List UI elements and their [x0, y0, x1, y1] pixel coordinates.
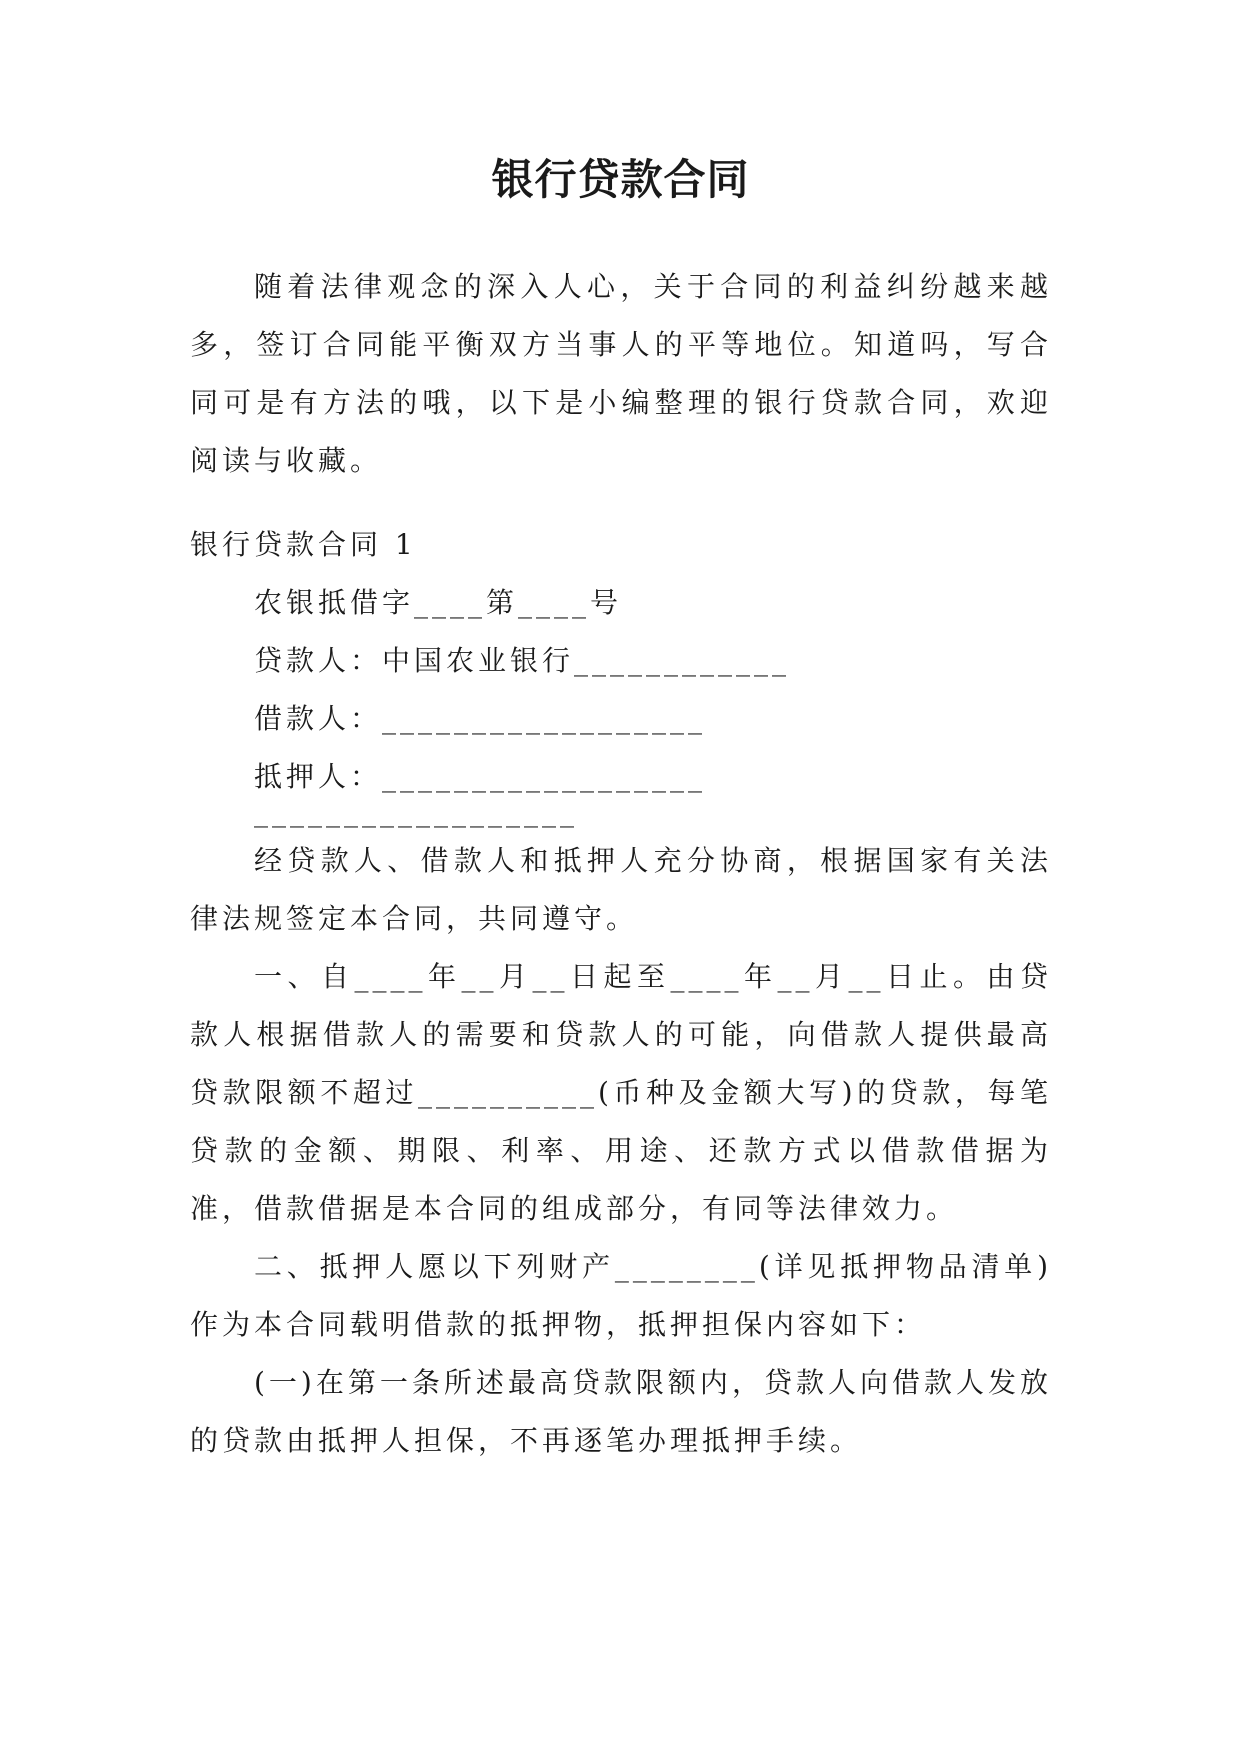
document-title: 银行贷款合同 [491, 155, 750, 204]
blank-signature-line: __________________ [254, 795, 578, 828]
contract-header-block [190, 516, 1052, 806]
clause-1-paragraph: 一、自____年__月__日起至____年__月__日止。由贷款人根据借款人的需要和贷款人的可能，向借款人提供最高贷款限额不超过__________(币种及金额大写)的贷款，每笔贷款的金额、期限、利率、用途、还款方式以借款借据为准，借款借据是本合同的组成部分，有同等法律效力。 [190, 960, 1052, 1225]
mortgagor-line: 抵押人：__________________ [254, 760, 707, 793]
clauses-block [190, 832, 1052, 1470]
contract-number: 农银抵借字____第____号 [254, 586, 623, 619]
clause-2-1-paragraph: (一)在第一条所述最高贷款限额内，贷款人向借款人发放的贷款由抵押人担保，不再逐笔办理抵押手续。 [190, 1366, 1052, 1457]
intro-paragraph: 随着法律观念的深入人心，关于合同的利益纠纷越来越多，签订合同能平衡双方当事人的平等地位。知道吗，写合同可是有方法的哦，以下是小编整理的银行贷款合同，欢迎阅读与收藏。 [190, 270, 1052, 477]
intro-block [190, 258, 1052, 490]
lender-line: 贷款人：中国农业银行____________ [254, 644, 791, 677]
section-heading: 银行贷款合同 1 [190, 528, 417, 561]
preamble-paragraph: 经贷款人、借款人和抵押人充分协商，根据国家有关法律法规签定本合同，共同遵守。 [190, 844, 1052, 935]
borrower-line: 借款人：__________________ [254, 702, 707, 735]
clause-2-paragraph: 二、抵押人愿以下列财产________(详见抵押物品清单)作为本合同载明借款的抵押物，抵押担保内容如下： [190, 1250, 1052, 1341]
